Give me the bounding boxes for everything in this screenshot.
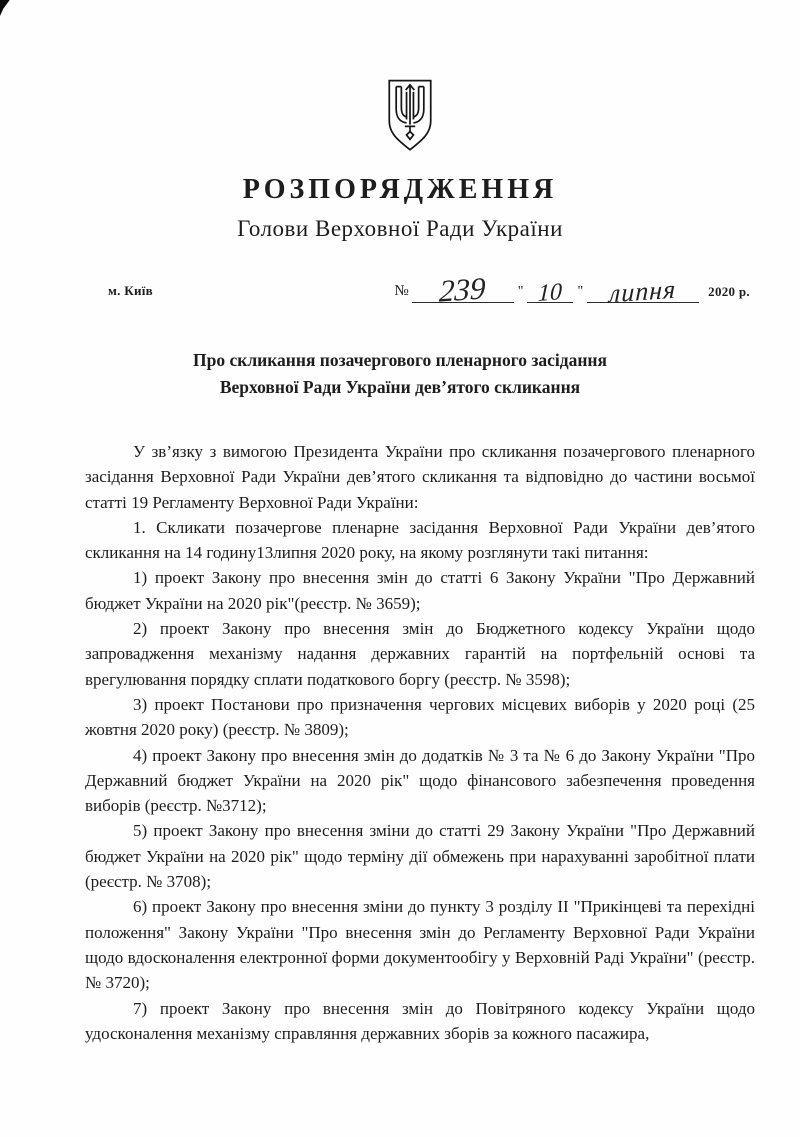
document-title: РОЗПОРЯДЖЕННЯ bbox=[242, 174, 558, 205]
paragraph-item-1: 1. Скликати позачергове пленарне засідання Верховної Ради України дев’ятого скликання на 14 годину13липня 2020 року, на якому розглянути такі питання: bbox=[85, 517, 755, 563]
handwritten-day: 10 bbox=[538, 279, 563, 307]
paragraph-intro: У зв’язку з вимогою Президента України про скликання позачергового пленарного засідання Верховної Ради України дев’ятого скликання та відповідно до частини восьмої статті 19 Регламенту Верховної Ради України: bbox=[85, 442, 755, 512]
paragraph-item-8: 7) проект Закону про внесення змін до Повітряного кодексу України щодо удосконалення механізму справляння державних зборів за кожного пасажира, bbox=[85, 998, 755, 1043]
handwritten-document-number: 239 bbox=[438, 270, 487, 309]
dateline-row bbox=[0, 269, 800, 309]
day-slot bbox=[527, 279, 573, 307]
document-number-slot bbox=[412, 270, 514, 309]
document-subtitle: Голови Верховної Ради України bbox=[237, 216, 563, 241]
month-slot bbox=[587, 274, 699, 309]
number-sign: № bbox=[394, 283, 409, 299]
handwritten-month: липня bbox=[609, 274, 678, 309]
emblem-container bbox=[0, 0, 800, 159]
close-quote: " bbox=[577, 284, 584, 299]
subject-heading bbox=[0, 347, 800, 401]
year-label: 2020 р. bbox=[708, 284, 750, 299]
subject-line-2: Верховної Ради України дев’ятого скликання bbox=[219, 377, 581, 397]
paragraph-item-4: 3) проект Постанови про призначення чергових місцевих виборів у 2020 році (25 жовтня 2020 року) (реєстр. № 3809); bbox=[85, 694, 755, 740]
paragraph-item-7: 6) проект Закону про внесення зміни до пункту 3 розділу II "Прикінцеві та перехідні положення" Закону України "Про внесення змін до Регламенту Верховної Ради України щодо вдосконалення електронної форми документообігу у Верховній Раді України" (реєстр. № 3720); bbox=[85, 897, 755, 993]
paragraph-item-2: 1) проект Закону про внесення змін до статті 6 Закону України "Про Державний бюджет України на 2020 рік"(реєстр. № 3659); bbox=[85, 568, 755, 613]
paragraph-item-5: 4) проект Закону про внесення змін до додатків № 3 та № 6 до Закону України "Про Державний бюджет України на 2020 рік" щодо фінансового забезпечення проведення виборів (реєстр. №3712); bbox=[85, 745, 755, 816]
place-label: м. Київ bbox=[108, 283, 154, 298]
paragraph-item-6: 5) проект Закону про внесення зміни до статті 29 Закону України "Про Державний бюджет України на 2020 рік" щодо терміну дії обмежень при нарахуванні заробітної плати (реєстр. № 3708); bbox=[85, 821, 755, 892]
open-quote: " bbox=[517, 284, 524, 299]
number-and-date-group bbox=[394, 270, 750, 309]
ukraine-trident-emblem-icon bbox=[384, 78, 436, 154]
paragraph-item-3: 2) проект Закону про внесення змін до Бюджетного кодексу України щодо запровадження механізму надання державних гарантій на портфельній основі та врегулювання порядку сплати податкового боргу (реєстр. № 3598); bbox=[85, 619, 755, 689]
subject-line-1: Про скликання позачергового пленарного засідання bbox=[193, 350, 607, 370]
document-body bbox=[0, 439, 800, 1046]
